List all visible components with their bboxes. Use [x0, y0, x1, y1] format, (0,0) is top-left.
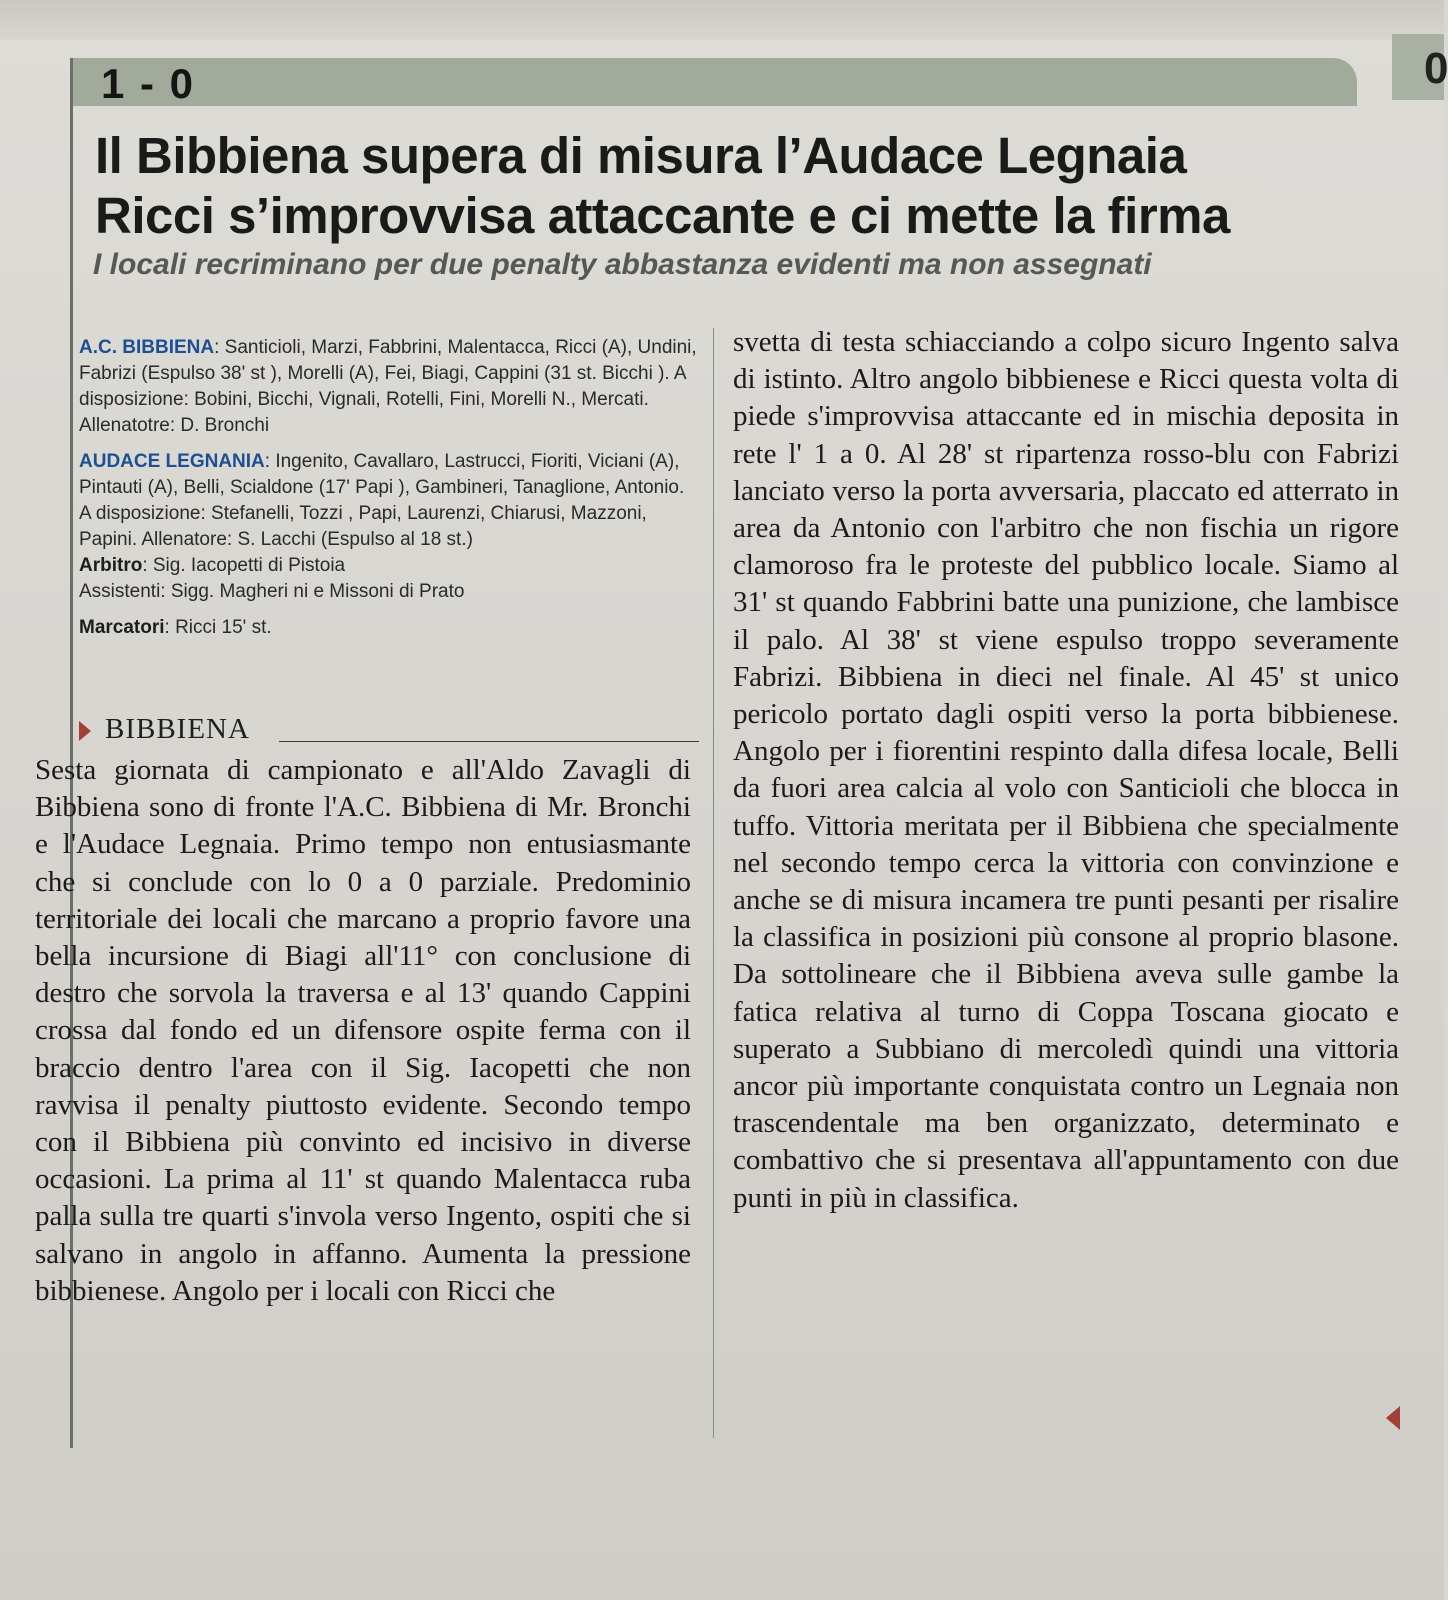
assistants-line: Assistenti: Sigg. Magheri ni e Missoni di Prato	[79, 581, 465, 602]
lineups-box	[79, 335, 699, 651]
home-team-lineup	[79, 335, 699, 439]
end-of-article-icon	[1386, 1406, 1400, 1430]
column-divider	[713, 328, 714, 1438]
referee-value: : Sig. Iacopetti di Pistoia	[142, 555, 346, 576]
subtitle: I locali recriminano per due penalty abbastanza evidenti ma non assegnati	[93, 248, 1152, 281]
home-team-name: A.C. BIBBIENA	[79, 337, 215, 358]
previous-article-edge	[0, 0, 1444, 40]
kicker-label: BIBBIENA	[105, 713, 250, 745]
home-team-players: : Santicioli, Marzi, Fabbrini, Malentacca, Ricci (A), Undini, Fabrizi (Espulso 38' st ), Morelli (A), Fei, Biagi, Cappini (31 st. Bicchi ). A disposizione: Bobini, Bicchi, Vignali, Rotelli, Fini, Morelli N., Mercati. Allenatotre: D. Bronchi	[79, 337, 697, 436]
headline-line-2: Ricci s’improvvisa attaccante e ci mette la firma	[95, 187, 1230, 244]
scorers-value: : Ricci 15' st.	[164, 617, 272, 638]
body-column-left: Sesta giornata di campionato e all'Aldo Zavagli di Bibbiena sono di fronte l'A.C. Bibbiena di Mr. Bronchi e l'Audace Legnaia. Primo tempo non entusiasmante che si conclude con lo 0 a 0 parziale. Predominio territoriale dei locali che marcano a proprio favore una bella incursione di Biagi all'11° con conclusione di destro che sorvola la traversa e al 13' quando Cappini crossa dal fondo ed un difensore ospite ferma con il braccio dentro l'area con il Sig. Iacopetti che non ravvisa il penalty piuttosto evidente. Secondo tempo con il Bibbiena più convinto ed incisivo in diverse occasioni. La prima al 11' st quando Malentacca ruba palla sulla tre quarti s'invola verso Ingento, ospiti che si salvano in angolo in affanno. Aumenta la pressione bibbienese. Angolo per i locali con Ricci che	[35, 754, 691, 1307]
scorers-label: Marcatori	[79, 617, 165, 638]
body-column-right: svetta di testa schiacciando a colpo sicuro Ingento salva di istinto. Altro angolo bibbienese e Ricci questa volta di piede s'improvvisa attaccante ed in mischia deposita in rete l' 1 a 0. Al 28' st ripartenza rosso-blu con Fabrizi lanciato verso la porta avversaria, placcato ed atterrato in area da Antonio con l'arbitro che non fischia un rigore clamoroso fra le proteste del pubblico locale. Siamo al 31' st quando Fabbrini batte una punizione, che lambisce il palo. Al 38' st viene espulso troppo severamente Fabrizi. Bibbiena in dieci nel finale. Al 45' st unico pericolo portato dagli ospiti verso la porta bibbienese. Angolo per i fiorentini respinto dalla difesa locale, Belli da fuori area calcia al volo con Santicioli che blocca in tuffo. Vittoria meritata per il Bibbiena che specialmente nel secondo tempo cerca la vittoria con convinzione e anche se di misura incamera tre punti pesanti per risalire la classifica in posizioni più consone al proprio blasone. Da sottolineare che il Bibbiena aveva sulle gambe la fatica relativa al turno di Coppa Toscana giocato e superato a Subbiano di mercoledì quindi una vittoria ancor più importante conquistata contro un Legnaia non trascendentale ma ben organizzato, determinato e combattivo che si presentava all'appuntamento con due punti in più in classifica.	[733, 326, 1399, 1214]
referee-label: Arbitro	[79, 555, 143, 576]
away-team-lineup	[79, 449, 699, 553]
next-article-score-fragment: 0	[1424, 44, 1448, 93]
headline	[95, 126, 1355, 246]
section-kicker	[79, 713, 699, 747]
match-score: 1 - 0	[101, 60, 196, 107]
match-report-article	[35, 58, 1399, 1448]
referee-line	[79, 553, 699, 579]
headline-line-1: Il Bibbiena supera di misura l’Audace Legnaia	[95, 127, 1187, 184]
scorers-line	[79, 615, 699, 641]
kicker-arrow-icon	[79, 721, 91, 741]
score-band	[73, 58, 1357, 106]
away-team-players: : Ingenito, Cavallaro, Lastrucci, Fioriti, Viciani (A), Pintauti (A), Belli, Scialdone (17' Papi ), Gambineri, Tanaglione, Antonio. A disposizione: Stefanelli, Tozzi , Papi, Laurenzi, Chiarusi, Mazzoni, Papini. Allenatore: S. Lacchi (Espulso al 18 st.)	[79, 451, 685, 550]
away-team-name: AUDACE LEGNANIA	[79, 451, 265, 472]
kicker-rule	[279, 741, 699, 742]
